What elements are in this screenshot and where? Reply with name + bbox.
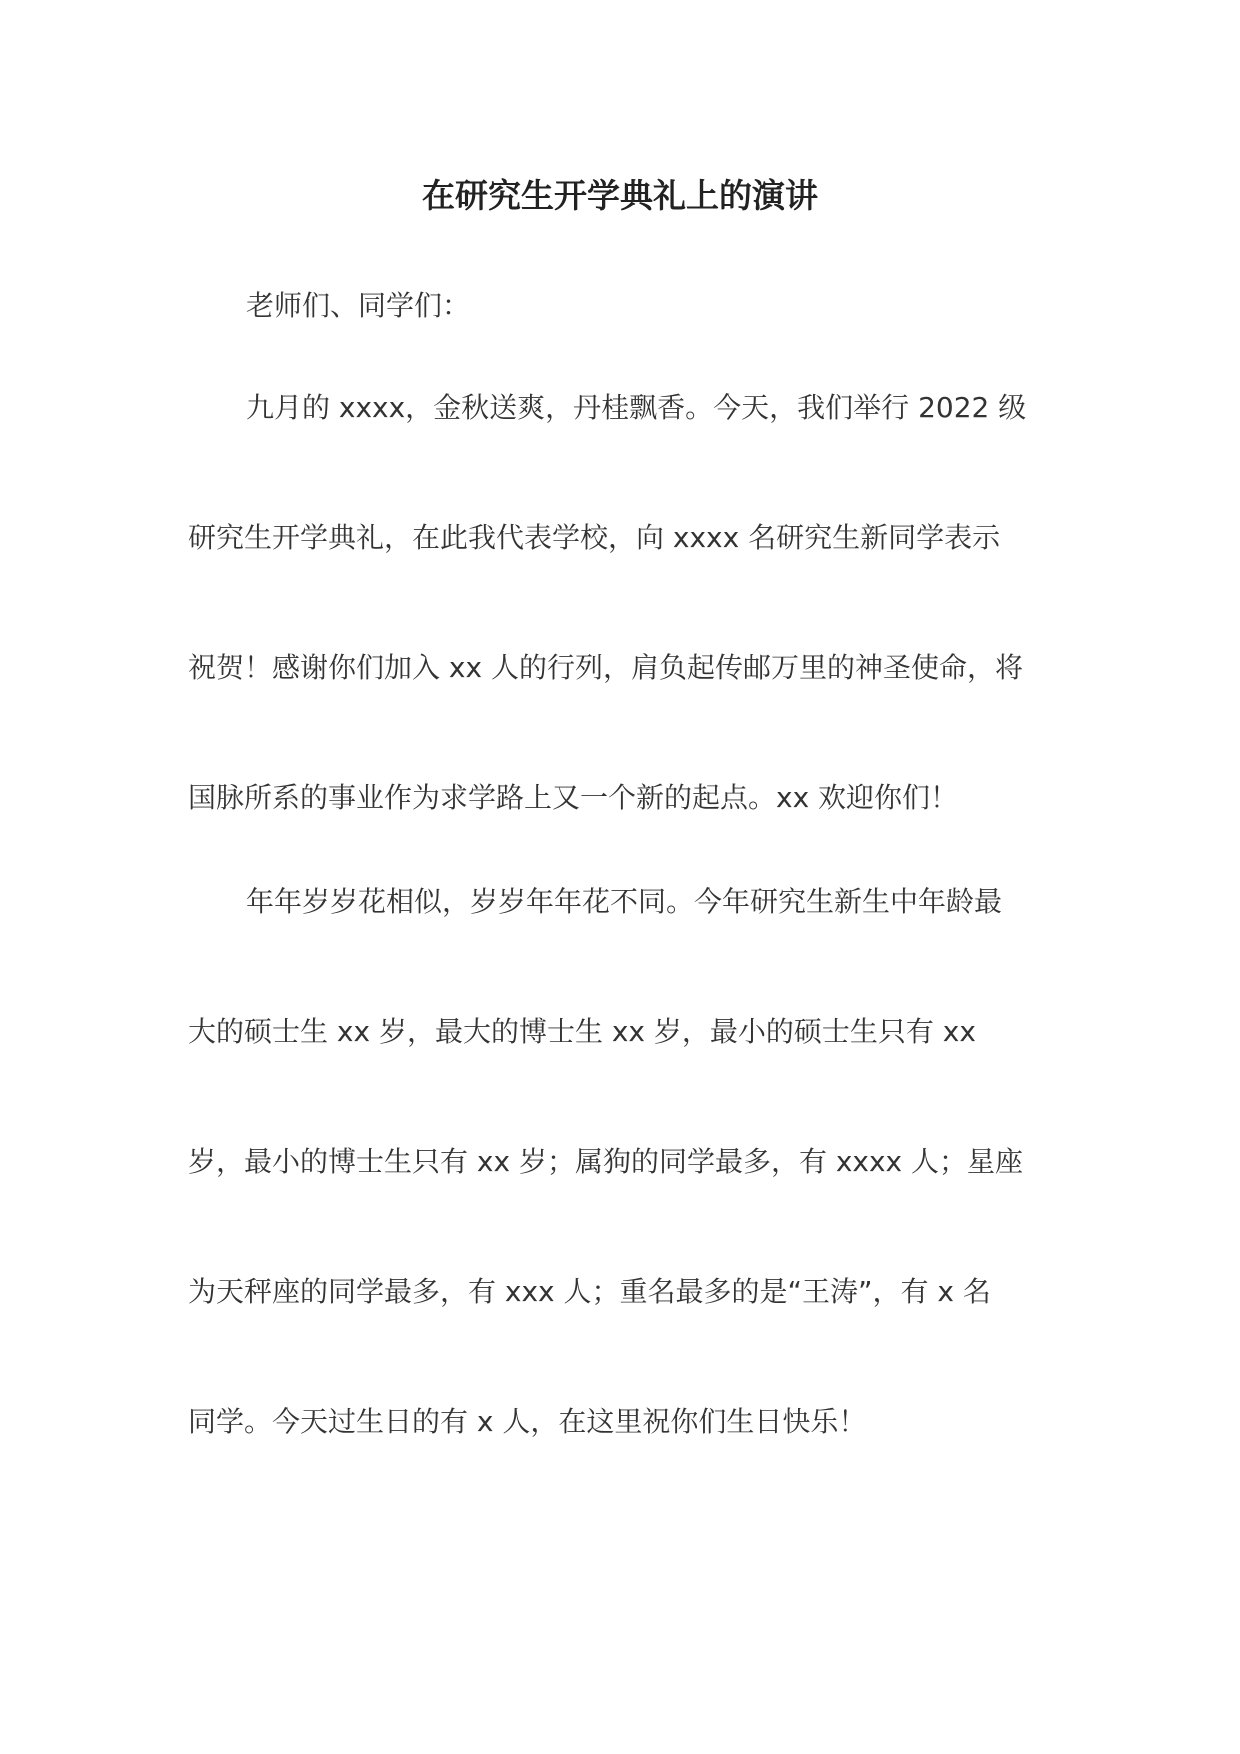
paragraph1-line2: 研究生开学典礼，在此我代表学校，向 xxxx 名研究生新同学表示 xyxy=(188,521,1001,554)
paragraph2-line1: 年年岁岁花相似，岁岁年年花不同。今年研究生新生中年龄最 xyxy=(246,885,1003,918)
paragraph2-line5: 同学。今天过生日的有 x 人，在这里祝你们生日快乐！ xyxy=(188,1405,867,1438)
paragraph1-line1: 九月的 xxxx，金秋送爽，丹桂飘香。今天，我们举行 2022 级 xyxy=(246,391,1027,424)
paragraph2-line2: 大的硕士生 xx 岁，最大的博士生 xx 岁，最小的硕士生只有 xx xyxy=(188,1015,976,1048)
salutation: 老师们、同学们： xyxy=(246,289,471,322)
paragraph1-line3: 祝贺！感谢你们加入 xx 人的行列，肩负起传邮万里的神圣使命，将 xyxy=(188,651,1023,684)
paragraph1-line4: 国脉所系的事业作为求学路上又一个新的起点。xx 欢迎你们！ xyxy=(188,781,959,814)
paragraph2-line3: 岁，最小的博士生只有 xx 岁；属狗的同学最多，有 xxxx 人；星座 xyxy=(188,1145,1024,1178)
paragraph2-line4: 为天秤座的同学最多，有 xxx 人；重名最多的是“王涛”，有 x 名 xyxy=(188,1275,991,1308)
document-title: 在研究生开学典礼上的演讲 xyxy=(422,176,818,215)
